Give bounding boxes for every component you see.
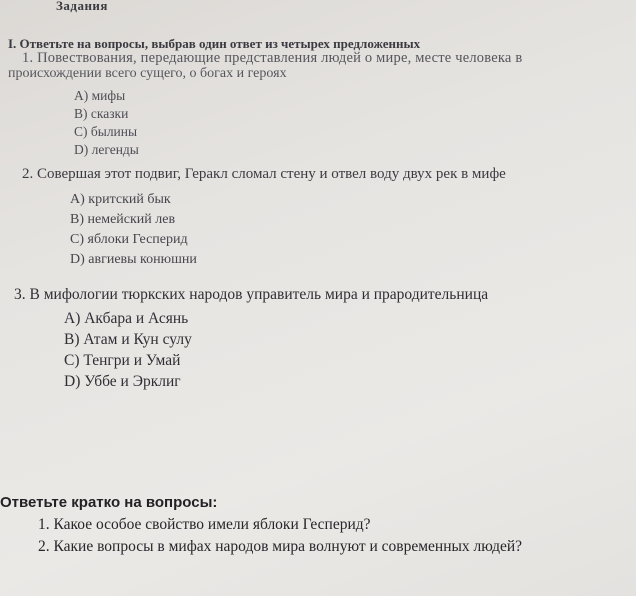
question-2-option-a: A) критский бык xyxy=(70,192,171,207)
question-2-option-d: D) авгиевы конюшни xyxy=(70,252,197,267)
question-3-option-a: A) Акбара и Асянь xyxy=(64,310,189,327)
question-1-option-b: B) сказки xyxy=(74,106,129,121)
question-3-option-b: B) Атам и Кун сулу xyxy=(64,331,192,348)
section2-heading: Ответьте кратко на вопросы: xyxy=(0,494,218,511)
question-3-option-d: D) Уббе и Эрклиг xyxy=(64,373,181,390)
question-1-option-a: A) мифы xyxy=(74,88,126,103)
page-title: Задания xyxy=(56,0,108,13)
short-question-1: 1. Какое особое свойство имели яблоки Гесперид? xyxy=(38,516,371,533)
question-2-option-b: B) немейский лев xyxy=(70,212,176,227)
question-1-text-line1: 1. Повествования, передающие представления людей о мире, месте человека в xyxy=(22,50,523,66)
question-1-option-c: C) былины xyxy=(74,124,138,139)
question-2-option-c: C) яблоки Гесперид xyxy=(70,232,188,247)
question-3-option-c: C) Тенгри и Умай xyxy=(64,352,181,369)
question-1-option-d: D) легенды xyxy=(74,142,139,157)
section1-heading: I. Ответьте на вопросы, выбрав один ответ из четырех предложенных xyxy=(8,36,421,51)
question-1-text-line2: происхождении всего сущего, о богах и героях xyxy=(8,66,287,81)
question-2-text: 2. Совершая этот подвиг, Геракл сломал стену и отвел воду двух рек в мифе xyxy=(22,166,506,182)
short-question-2: 2. Какие вопросы в мифах народов мира волнуют и современных людей? xyxy=(38,538,523,555)
question-3-text: 3. В мифологии тюркских народов управитель мира и прародительница xyxy=(14,286,489,303)
